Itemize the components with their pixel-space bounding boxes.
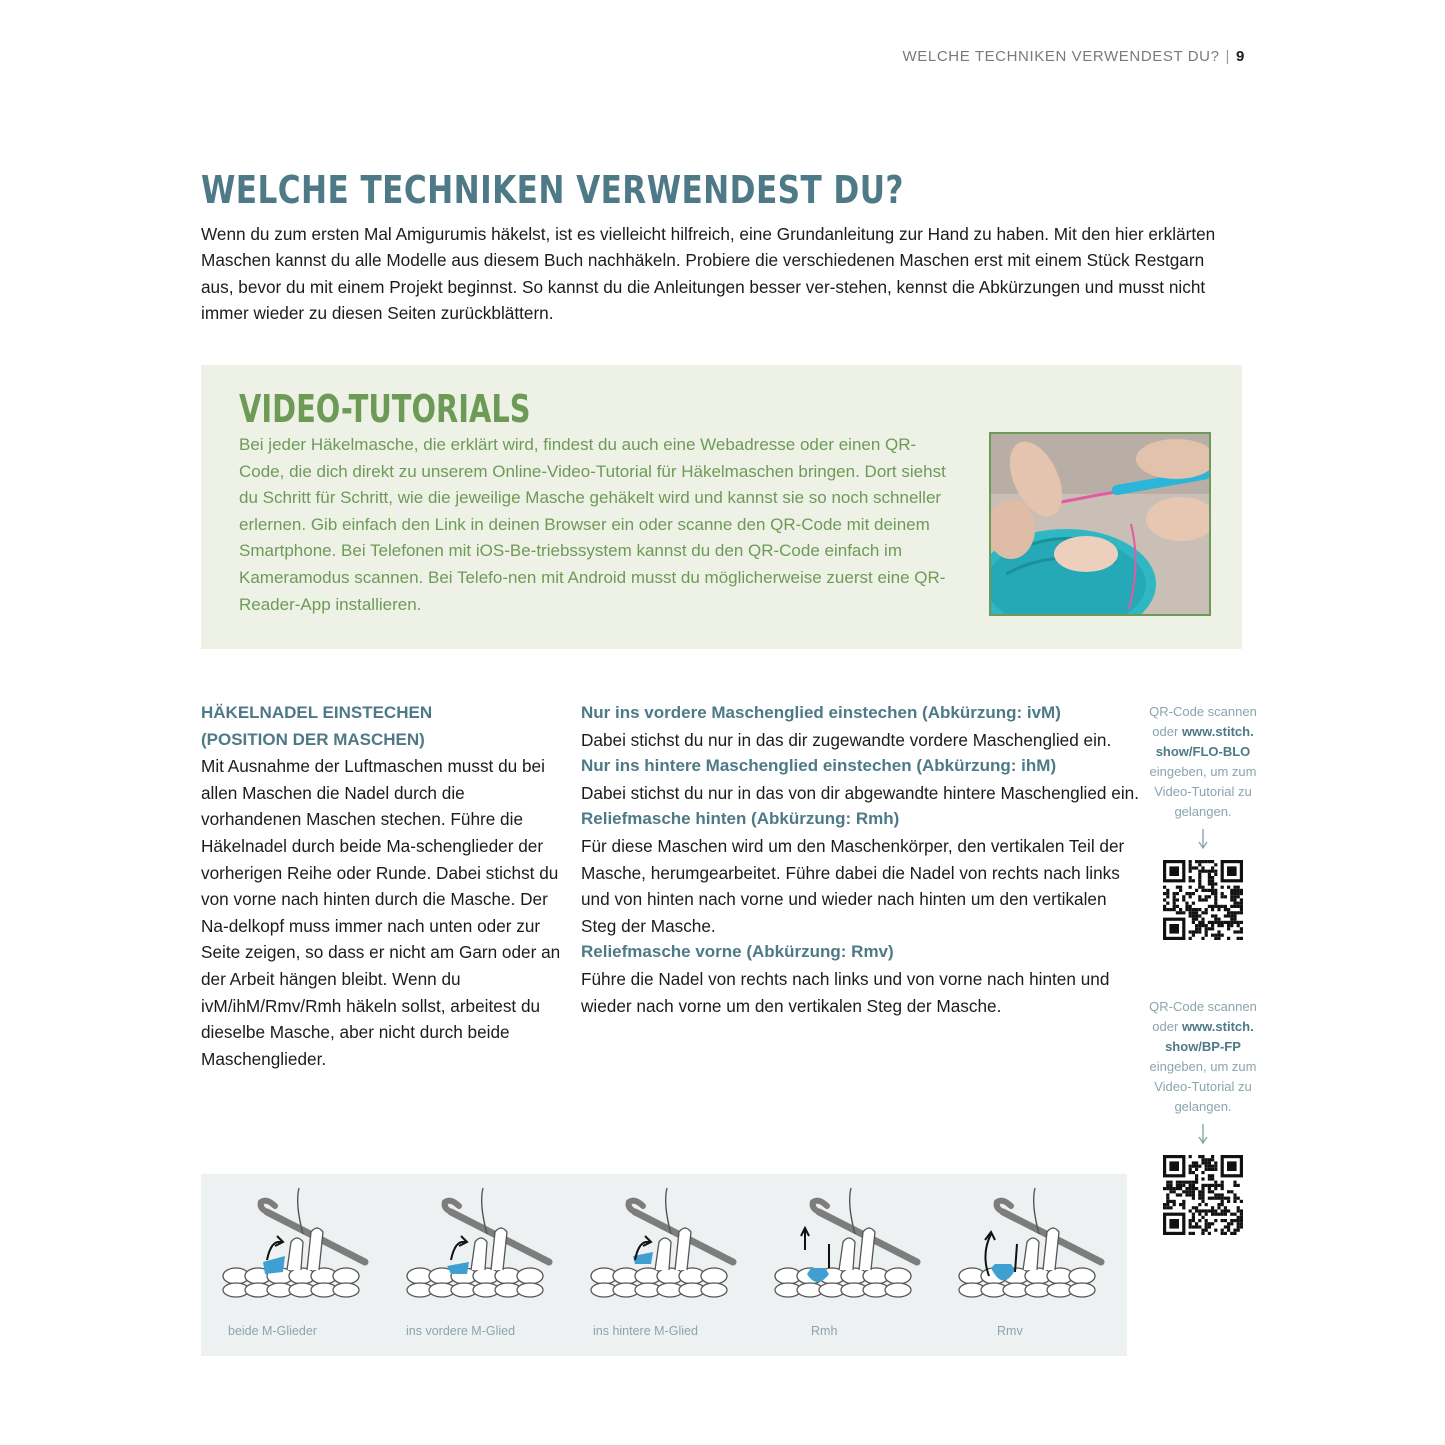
qr-note-line: Video-Tutorial zu — [1154, 784, 1252, 799]
stitch-variants-section — [581, 700, 1141, 1019]
qr-note-line: QR-Code scannen — [1149, 999, 1257, 1014]
qr-note-line — [1140, 1037, 1266, 1057]
diagram-label: Rmv — [997, 1324, 1023, 1338]
diagram-label: Rmh — [811, 1324, 838, 1338]
diagram-label: beide M-Glieder — [228, 1324, 317, 1338]
arrow-down-icon — [1197, 828, 1209, 850]
insertion-text: Mit Ausnahme der Luftmaschen musst du bei allen Maschen die Nadel durch die vorhandenen Maschen stechen. Führe die Häkelnadel durch beide Ma-schenglieder der vorherigen Reihe oder Runde. Dabei stichst du von vorne nach hinten durch die Masche. Der Na-delkopf muss immer nach unten oder zur Seite zeigen, so dass er nicht am Garn oder an der Arbeit hängen bleibt. Wenn du ivM/ihM/Rmv/Rmh häkeln sollst, arbeitest du dieselbe Masche, aber nicht durch beide Maschenglieder. — [201, 756, 561, 1069]
page-title: WELCHE TECHNIKEN VERWENDEST DU? — [201, 168, 904, 212]
video-tutorials-text: Bei jeder Häkelmasche, die erklärt wird, findest du auch eine Webadresse oder einen QR-Code, die dich direkt zu unserem Online-Video-Tutorial für Häkelmaschen bringen. Dort siehst du Schritt für Schritt, wie die jeweilige Masche gehäkelt wird und kannst sie so noch schneller erlernen. Gib einfach den Link in deinen Browser ein oder scanne den QR-Code mit deinem Smartphone. Bei Telefonen mit iOS-Be-triebssystem kannst du den QR-Code einfach im Kameramodus scannen. Bei Telefo-nen mit Android musst du möglicherweise zuerst eine QR-Reader-App installieren. — [239, 435, 946, 614]
diagram-front-loop — [399, 1184, 569, 1354]
arrow-down-icon — [1197, 1123, 1209, 1145]
page-number: 9 — [1236, 48, 1245, 65]
qr-url-part[interactable]: www.stitch. — [1181, 724, 1254, 739]
stitch-diagram-illustration — [399, 1184, 569, 1314]
insertion-heading-line2: (POSITION DER MASCHEN) — [201, 729, 425, 749]
qr-note-line: eingeben, um zum — [1149, 764, 1257, 779]
qr-note-prefix: oder — [1152, 724, 1182, 739]
rmv-heading: Reliefmasche vorne (Abkürzung: Rmv) — [581, 942, 894, 962]
qr-note-line: Video-Tutorial zu — [1154, 1079, 1252, 1094]
diagram-rmh — [767, 1184, 937, 1354]
rmh-heading: Reliefmasche hinten (Abkürzung: Rmh) — [581, 809, 900, 829]
qr-note-bp-fp — [1140, 997, 1266, 1235]
ivm-heading: Nur ins vordere Maschenglied einstechen (Abkürzung: ivM) — [581, 703, 1061, 722]
diagram-rmv — [951, 1184, 1121, 1354]
qr-note-line: gelangen. — [1174, 804, 1232, 819]
rmv-text: Führe die Nadel von rechts nach links und von vorne nach hinten und wieder nach vorne um den vertikalen Steg der Masche. — [581, 968, 1110, 1016]
running-head — [903, 48, 1245, 65]
running-head-separator: | — [1225, 48, 1231, 65]
stitch-diagram-illustration — [215, 1184, 385, 1314]
qr-note-line: QR-Code scannen — [1149, 704, 1257, 719]
ivm-text: Dabei stichst du nur in das dir zugewandte vordere Maschenglied ein. — [581, 729, 1112, 750]
ihm-text: Dabei stichst du nur in das von dir abgewandte hintere Maschenglied ein. — [581, 782, 1139, 803]
ihm-heading: Nur ins hintere Maschenglied einstechen (Abkürzung: ihM) — [581, 756, 1057, 776]
crochet-photo-illustration — [991, 434, 1209, 614]
qr-note-prefix: oder — [1152, 1019, 1182, 1034]
stitch-diagram-illustration — [951, 1184, 1121, 1314]
qr-url-part[interactable]: www.stitch. — [1181, 1019, 1254, 1034]
stitch-diagrams — [201, 1174, 1127, 1356]
qr-note-line — [1140, 722, 1266, 742]
diagram-label: ins vordere M-Glied — [406, 1324, 516, 1338]
rmh-text: Für diese Maschen wird um den Maschenkörper, den vertikalen Teil der Masche, herumgearbeitet. Führe dabei die Nadel von rechts nach links und von hinten nach vorne und wieder nach hinten um den vertikalen Steg der Masche. — [581, 835, 1125, 936]
qr-code-icon[interactable] — [1163, 1155, 1243, 1235]
qr-note-line: gelangen. — [1174, 1099, 1232, 1114]
qr-code-icon[interactable] — [1163, 860, 1243, 940]
diagram-back-loop — [583, 1184, 753, 1354]
qr-note-flo-blo — [1140, 702, 1266, 940]
qr-note-line — [1140, 742, 1266, 762]
stitch-diagram-illustration — [583, 1184, 753, 1314]
running-head-title: WELCHE TECHNIKEN VERWENDEST DU? — [902, 48, 1220, 65]
video-tutorials-box — [201, 365, 1242, 649]
qr-url-part[interactable]: show/BP-FP — [1165, 1039, 1241, 1054]
insertion-section — [201, 700, 561, 1072]
insertion-heading-line1: HÄKELNADEL EINSTECHEN — [201, 703, 433, 722]
diagram-both-loops — [215, 1184, 385, 1354]
qr-note-line: eingeben, um zum — [1149, 1059, 1257, 1074]
qr-note-line — [1140, 1017, 1266, 1037]
qr-url-part[interactable]: show/FLO-BLO — [1155, 744, 1251, 759]
diagram-label: ins hintere M-Glied — [593, 1324, 698, 1338]
stitch-diagram-illustration — [767, 1184, 937, 1314]
video-tutorials-title: VIDEO-TUTORIALS — [239, 387, 531, 431]
intro-paragraph: Wenn du zum ersten Mal Amigurumis häkelst, ist es vielleicht hilfreich, eine Grundanleitung zur Hand zu haben. Mit den hier erklärten Maschen kannst du alle Modelle aus diesem Buch nachhäkeln. Probiere die verschiedenen Maschen erst mit einem Stück Restgarn aus, bevor du mit einem Projekt beginnst. So kannst du die Anleitungen besser ver-stehen, kennst die Abkürzungen und musst nicht immer wieder zu diesen Seiten zurückblättern. — [201, 224, 1216, 324]
crochet-hands-photo — [989, 432, 1211, 616]
